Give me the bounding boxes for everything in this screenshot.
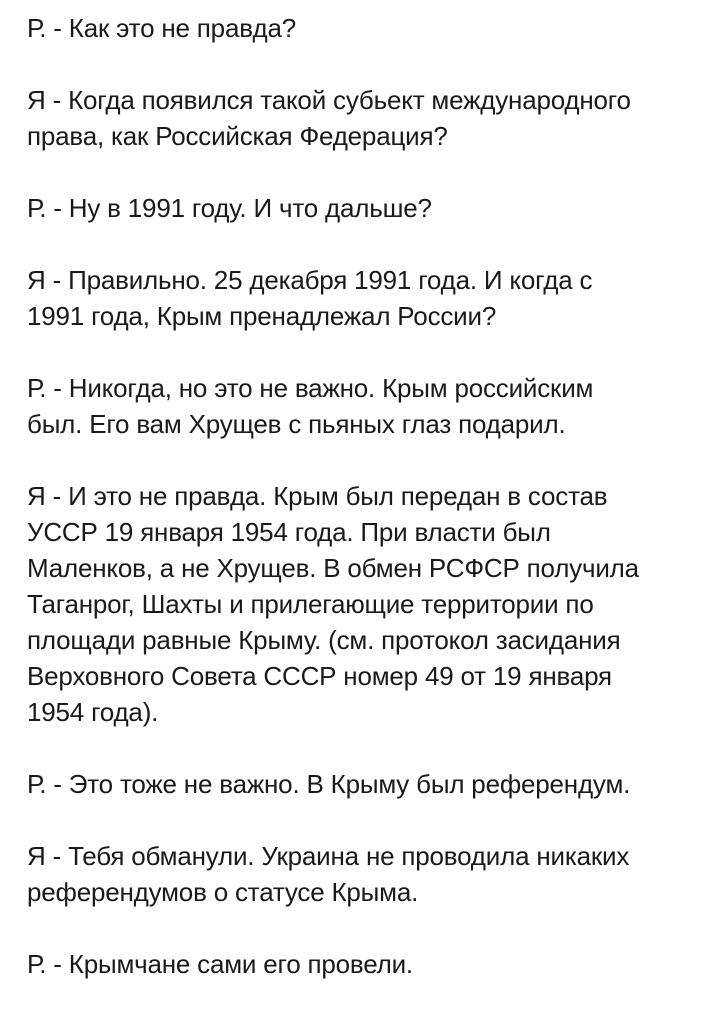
dialogue-paragraph xyxy=(27,478,703,730)
dialogue-paragraph xyxy=(27,370,703,442)
text-line: Маленков, а не Хрущев. В обмен РСФСР получила xyxy=(27,553,639,583)
text-line: был. Его вам Хрущев с пьяных глаз подарил. xyxy=(27,409,566,439)
text-line: Я - Правильно. 25 декабря 1991 года. И когда с xyxy=(27,265,593,295)
text-line: 1954 года). xyxy=(27,697,159,727)
text-line: Р. - Ну в 1991 году. И что дальше? xyxy=(27,193,432,223)
text-line: Верховного Совета СССР номер 49 от 19 января xyxy=(27,661,612,691)
text-line: Я - Тебя обманули. Украина не проводила никаких xyxy=(27,841,630,871)
text-line: Я - И это не правда. Крым был передан в состав xyxy=(27,481,608,511)
text-line: референдумов о статусе Крыма. xyxy=(27,877,419,907)
text-line: Р. - Никогда, но это не важно. Крым российским xyxy=(27,373,594,403)
text-line: Р. - Как это не правда? xyxy=(27,13,297,43)
dialogue-paragraph xyxy=(27,262,703,334)
text-line: 1991 года, Крым пренадлежал России? xyxy=(27,301,497,331)
text-line: Я - Когда появился такой субьект международного xyxy=(27,85,631,115)
dialogue-paragraph xyxy=(27,946,703,982)
text-line: УССР 19 января 1954 года. При власти был xyxy=(27,517,551,547)
dialogue-paragraph xyxy=(27,766,703,802)
text-line: Р. - Крымчане сами его провели. xyxy=(27,949,413,979)
text-line: Р. - Это тоже не важно. В Крыму был референдум. xyxy=(27,769,631,799)
dialogue-paragraph xyxy=(27,10,703,46)
text-line: площади равные Крыму. (см. протокол засидания xyxy=(27,625,621,655)
dialogue-paragraph xyxy=(27,82,703,154)
dialogue-document xyxy=(27,10,703,1018)
dialogue-paragraph xyxy=(27,190,703,226)
dialogue-paragraph xyxy=(27,838,703,910)
text-line: права, как Российская Федерация? xyxy=(27,121,448,151)
text-line: Таганрог, Шахты и прилегающие территории по xyxy=(27,589,594,619)
